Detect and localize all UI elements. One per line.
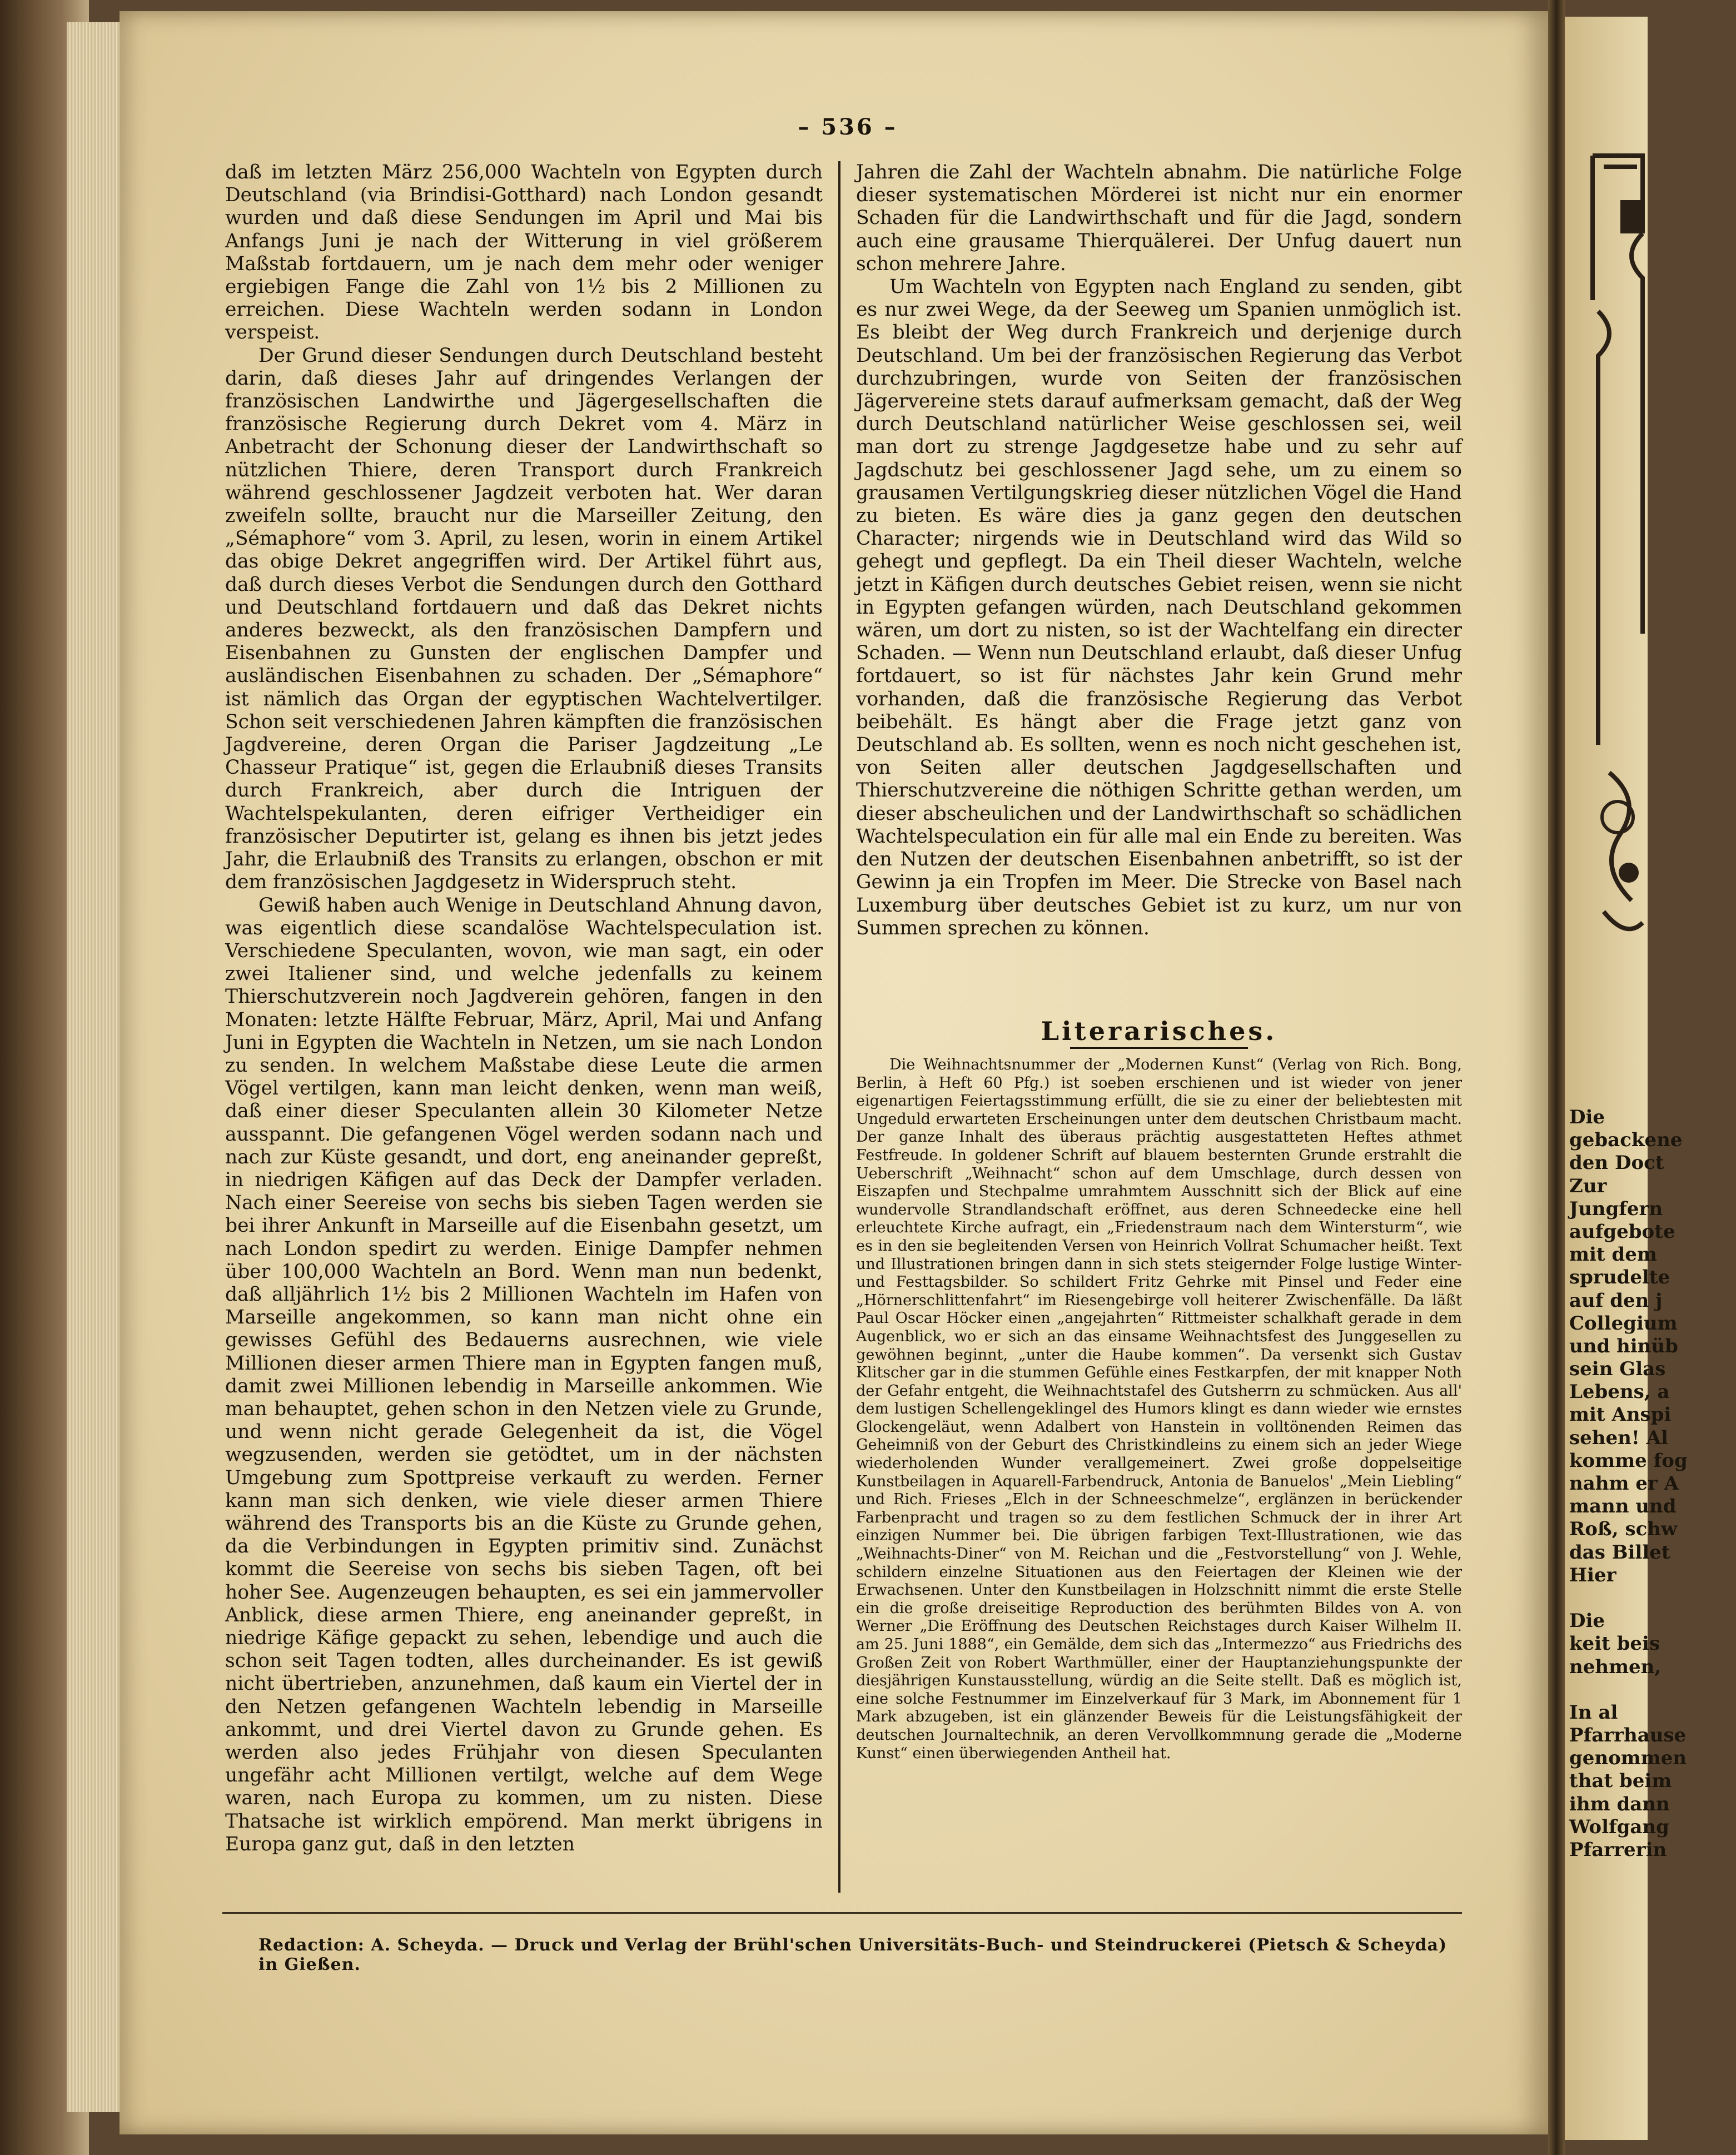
- text-column-1: [225, 161, 823, 1856]
- line-fragment: Die: [1569, 1106, 1605, 1128]
- line-fragment: sein Glas: [1569, 1358, 1666, 1381]
- line-fragment: [1569, 1587, 1736, 1610]
- section-heading: [856, 1016, 1462, 1049]
- line-fragment: mann und: [1569, 1495, 1677, 1518]
- line-fragment: that beim: [1569, 1770, 1672, 1793]
- line-fragment: keit beis: [1569, 1633, 1660, 1655]
- line-fragment: sehen! Al: [1569, 1426, 1668, 1449]
- line-fragment: nahm er A: [1569, 1472, 1679, 1495]
- column-divider: [838, 161, 840, 1893]
- line-fragment: das Billet: [1569, 1541, 1670, 1564]
- line-fragment: mit Anspi: [1569, 1404, 1672, 1426]
- paragraph: Der Grund dieser Sendungen durch Deutschland besteht darin, daß dieses Jahr auf dringendes Verlangen der französischen Landwirthe und Jägergesellschaften die französische Regierung durch Dekret vom 4. März in Anbetracht der Schonung dieser der Landwirthschaft so nützlichen Thiere, deren Transport durch Frankreich während geschlossener Jagdzeit verboten hat. Wer daran zweifeln sollte, braucht nur die Marseiller Zeitung, den „Sémaphore“ vom 3. April, zu lesen, worin in einem Artikel das obige Dekret angegriffen wird. Der Artikel führt aus, daß durch dieses Verbot die Sendungen durch den Gotthard und Deutschland fortdauern und daß das Dekret nichts anderes bezweckt, als den französischen Dampfern und Eisenbahnen zu Gunsten der englischen Dampfer und ausländischen Eisenbahnen zu schaden. Der „Sémaphore“ ist nämlich das Organ der egyptischen Wachtelvertilger. Schon seit verschiedenen Jahren kämpften die französischen Jagdvereine, deren Organ die Pariser Jagdzeitung „Le Chasseur Pratique“ ist, gegen die Erlaubniß dieses Transits durch Frankreich, aber durch die Intriguen der Wachtelspekulanten, deren eifriger Vertheidiger ein französischer Deputirter ist, gelang es ihnen bis jetzt jedes Jahr, die Erlaubniß des Transits zu erlangen, obschon er mit dem französischen Jagdgesetz in Widerspruch steht.: [225, 344, 823, 894]
- line-fragment: Pfarrerin: [1569, 1839, 1667, 1861]
- line-fragment: genommen: [1569, 1747, 1687, 1770]
- paragraph: daß im letzten März 256,000 Wachteln von Egypten durch Deutschland (via Brindisi-Gotthard) nach London gesandt wurden und daß diese Sendungen im April und Mai bis Anfangs Juni je nach der Witterung in viel größerem Maßstab fortdauern, um je nach dem mehr oder weniger ergiebigen Fange die Zahl von 1½ bis 2 Millionen zu erreichen. Diese Wachteln werden sodann in London verspeist.: [225, 161, 823, 344]
- line-fragment: Jungfern: [1569, 1197, 1663, 1220]
- heading-underline: [1070, 1047, 1248, 1049]
- book-gutter: [1548, 0, 1565, 2155]
- footer-divider: [222, 1912, 1462, 1914]
- paragraph: Die Weihnachtsnummer der „Modernen Kunst“ (Verlag von Rich. Bong, Berlin, à Heft 60 Pfg.) ist soeben erschienen und ist wieder von jener eigenartigen Feiertagsstimmung erfüllt, die sie zu einer der beliebtesten mit Ungeduld erwarteten Erscheinungen unter dem deutschen Christbaum macht. Der ganze Inhalt des überaus prächtig ausgestatteten Heftes athmet Festfreude. In goldener Schrift auf blauem besternten Grunde erstrahlt die Ueberschrift „Weihnacht“ schon auf dem Umschlage, durch dessen von Eiszapfen und Stechpalme umrahmtem Ausschnitt sich der Blick auf eine wundervolle Strandlandschaft eröffnet, aus deren Schneedecke eine hell erleuchtete Kirche aufragt, ein „Friedenstraum nach dem Wintersturm“, wie es in den sie begleitenden Versen von Heinrich Vollrat Schumacher heißt. Text und Illustrationen bringen dann in sich stets steigernder Folge lustige Winter- und Festtagsbilder. So schildert Fritz Gehrke mit Pinsel und Feder eine „Hörnerschlittenfahrt“ im Riesengebirge voll heiterer Zwischenfälle. Da läßt Paul Oscar Höcker einen „angejahrten“ Rittmeister schalkhaft gerade in dem Augenblick, wo er sich an das einsame Weihnachtsfest des Junggesellen zu gewöhnen beginnt, „unter die Haube kommen“. Da versenkt sich Gustav Klitscher gar in die stummen Gefühle eines Festkarpfen, der mit knapper Noth der Gefahr entgeht, die Weihnachtstafel des Gutsherrn zu schmücken. Aus all' dem lustigen Schellengeklingel des Humors klingt es dann wieder wie ernstes Glockengeläut, wenn Adalbert von Hanstein in volltönenden Reimen das Geheimniß von der Geburt des Christkindleins zu einem sich an jeder Wiege wiederholenden Wunder verallgemeinert. Zwei große doppelseitige Kunstbeilagen in Aquarell-Farbendruck, Antonia de Banuelos' „Mein Liebling“ und Rich. Frieses „Elch in der Schneeschmelze“, erglänzen in berückender Farbenpracht und tragen so zu dem festlichen Schmuck der in ihrer Art einzigen Nummer bei. Die übrigen farbigen Text-Illustrationen, wie das „Weihnachts-Diner“ von M. Reichan und die „Festvorstellung“ von J. Wehle, schildern einzelne Situationen aus den Feiertagen der Kleinen wie der Erwachsenen. Unter den Kunstbeilagen in Holzschnitt nimmt die erste Stelle ein die große dreiseitige Reproduction des berühmten Bildes von A. von Werner „Die Eröffnung des Deutschen Reichstages durch Kaiser Wilhelm II. am 25. Juni 1888“, ein Gemälde, dem sich das „Intermezzo“ aus Friedrichs des Großen Zeit von Robert Warthmüller, einer der Hauptanziehungspunkte der diesjährigen Kunstausstellung, würdig an die Seite stellt. Daß es möglich ist, eine solche Festnummer im Einzelverkauf für 3 Mark, im Abonnement für 1 Mark abzugeben, ist ein glänzender Beweis für die Leistungsfähigkeit der deutschen Journaltechnik, an deren Vervollkommnung gerade die „Moderne Kunst“ einen überwiegenden Antheil hat.: [856, 1056, 1462, 1762]
- line-fragment: nehmen,: [1569, 1655, 1662, 1678]
- line-fragment: mit dem: [1569, 1243, 1657, 1266]
- section-heading-text: Literarisches.: [1041, 1016, 1277, 1046]
- line-fragment: Hier: [1569, 1564, 1616, 1586]
- line-fragment: den Doct: [1569, 1152, 1664, 1174]
- line-fragment: Roß, schw: [1569, 1518, 1678, 1541]
- cut-off-text: [1569, 1106, 1736, 1862]
- page-right-fragment: [1565, 17, 1688, 2140]
- line-fragment: gebackene: [1569, 1129, 1683, 1152]
- line-fragment: Collegium: [1569, 1312, 1678, 1335]
- line-fragment: und hinüb: [1569, 1335, 1678, 1357]
- line-fragment: aufgebote: [1569, 1220, 1675, 1243]
- paragraph: Um Wachteln von Egypten nach England zu senden, gibt es nur zwei Wege, da der Seeweg um Spanien unmöglich ist. Es bleibt der Weg durch Frankreich und derjenige durch Deutschland. Um bei der französischen Regierung das Verbot durchzubringen, wurde von Seiten der französischen Jägervereine stets darauf aufmerksam gemacht, daß der Weg durch Deutschland natürlicher Weise geschlossen sei, weil man dort zu strenge Jagdgesetze habe und zu sehr auf Jagdschutz bei geschlossener Jagd sehe, um zu einem so grausamen Vertilgungskrieg dieser nützlichen Vögel die Hand zu bieten. Es wäre dies ja ganz gegen den deutschen Character; nirgends wie in Deutschland wird das Wild so gehegt und gepflegt. Da ein Theil dieser Wachteln, welche jetzt in Käfigen durch deutsches Gebiet reisen, wenn sie nicht in Egypten gefangen würden, nach Deutschland gekommen wären, um dort zu nisten, so ist der Wachtelfang ein directer Schaden. — Wenn nun Deutschland erlaubt, daß dieser Unfug fortdauert, so ist für nächstes Jahr kein Grund mehr vorhanden, daß die französische Regierung das Verbot beibehält. Es hängt aber die Frage jetzt ganz von Deutschland ab. Es sollten, wenn es noch nicht geschehen ist, von Seiten aller deutschen Jagdgesellschaften und Thierschutzvereine die nöthigen Schritte gethan werden, um dieser abscheulichen und der Landwirthschaft so schädlichen Wachtelspeculation ein für alle mal ein Ende zu bereiten. Was den Nutzen der deutschen Eisenbahnen anbetrifft, so ist der Gewinn ja ein Tropfen im Meer. Die Strecke von Basel nach Luxemburg über deutsches Gebiet ist zu kurz, um nur von Summen sprechen zu können.: [856, 276, 1462, 939]
- line-fragment: Lebens, a: [1569, 1381, 1670, 1404]
- line-fragment: auf den j: [1569, 1289, 1663, 1312]
- paragraph: Gewiß haben auch Wenige in Deutschland Ahnung davon, was eigentlich diese scandalöse Wachtelspeculation ist. Verschiedene Speculanten, wovon, wie man sagt, ein oder zwei Italiener sind, und welche jedenfalls zu keinem Thierschutzverein noch Jagdverein gehören, fangen in den Monaten: letzte Hälfte Februar, März, April, Mai und Anfang Juni in Egypten die Wachteln in Netzen, um sie nach London zu senden. In welchem Maßstabe diese Leute die armen Vögel vertilgen, kann man leicht denken, wenn man weiß, daß einer dieser Speculanten allein 30 Kilometer Netze ausspannt. Die gefangenen Vögel werden sodann nach und nach zur Küste gesandt, und dort, eng aneinander gepreßt, in niedrigen Käfigen auf das Deck der Dampfer verladen. Nach einer Seereise von sechs bis sieben Tagen werden sie bei ihrer Ankunft in Marseille auf die Eisenbahn gesetzt, um nach London spedirt zu werden. Einige Dampfer nehmen über 100,000 Wachteln an Bord. Wenn man nun bedenkt, daß alljährlich 1½ bis 2 Millionen Wachteln im Hafen von Marseille angekommen, so kann man nicht ohne ein gewisses Gefühl des Bedauerns ausrechnen, wie viele Millionen dieser armen Thiere man in Egypten fangen muß, damit zwei Millionen lebendig in Marseille ankommen. Wie man behauptet, gehen schon in den Netzen viele zu Grunde, und wenn nicht gerade Gelegenheit da ist, die Vögel wegzusenden, werden sie getödtet, um in der nächsten Umgebung zum Spottpreise verkauft zu werden. Ferner kann man sich denken, wie viele dieser armen Thiere während des Transports bis an die Küste zu Grunde gehen, da die Verbindungen in Egypten primitiv sind. Zunächst kommt die Seereise von sechs bis sieben Tagen, oft bei hoher See. Augenzeugen behaupten, es sei ein jammervoller Anblick, diese armen Thiere, eng aneinander gepreßt, in niedrige Käfige gepackt zu sehen, lebendige und auch die schon seit Tagen todten, alles durcheinander. Es ist gewiß nicht übertrieben, anzunehmen, daß kaum ein Viertel der in den Netzen gefangenen Wachteln lebendig in Marseille ankommt, und drei Viertel davon zu Grunde gehen. Es werden also jedes Frühjahr von diesen Speculanten ungefähr acht Millionen vertilgt, welche auf dem Wege waren, nach Europa zu kommen, um zu nisten. Diese Thatsache ist wirklich empörend. Man merkt übrigens in Europa ganz gut, daß in den letzten: [225, 894, 823, 1855]
- line-fragment: Pfarrhause: [1569, 1724, 1687, 1747]
- line-fragment: In al: [1569, 1701, 1618, 1724]
- ornament-border-icon: [1587, 133, 1648, 967]
- paragraph: Jahren die Zahl der Wachteln abnahm. Die natürliche Folge dieser systematischen Mörderei ist nicht nur ein enormer Schaden für die Landwirthschaft und für die Jagd, sondern auch eine grausame Thierquälerei. Der Unfug dauert nun schon mehrere Jahre.: [856, 161, 1462, 275]
- page-number: – 536 –: [798, 114, 898, 140]
- line-fragment: Wolfgang: [1569, 1815, 1669, 1838]
- page-edges: [67, 22, 128, 2112]
- imprint-footer: Redaction: A. Scheyda. — Druck und Verlag der Brühl'schen Universitäts-Buch- und Steindruckerei (Pietsch & Scheyda) in Gießen.: [258, 1935, 1448, 1974]
- line-fragment: sprudelte: [1569, 1266, 1670, 1289]
- line-fragment: [1569, 1679, 1736, 1701]
- line-fragment: Zur: [1569, 1174, 1607, 1197]
- literary-section: [856, 1056, 1462, 1763]
- text-column-2: [856, 161, 1462, 940]
- line-fragment: Die: [1569, 1610, 1605, 1633]
- line-fragment: ihm dann: [1569, 1793, 1670, 1815]
- line-fragment: komme fog: [1569, 1449, 1688, 1472]
